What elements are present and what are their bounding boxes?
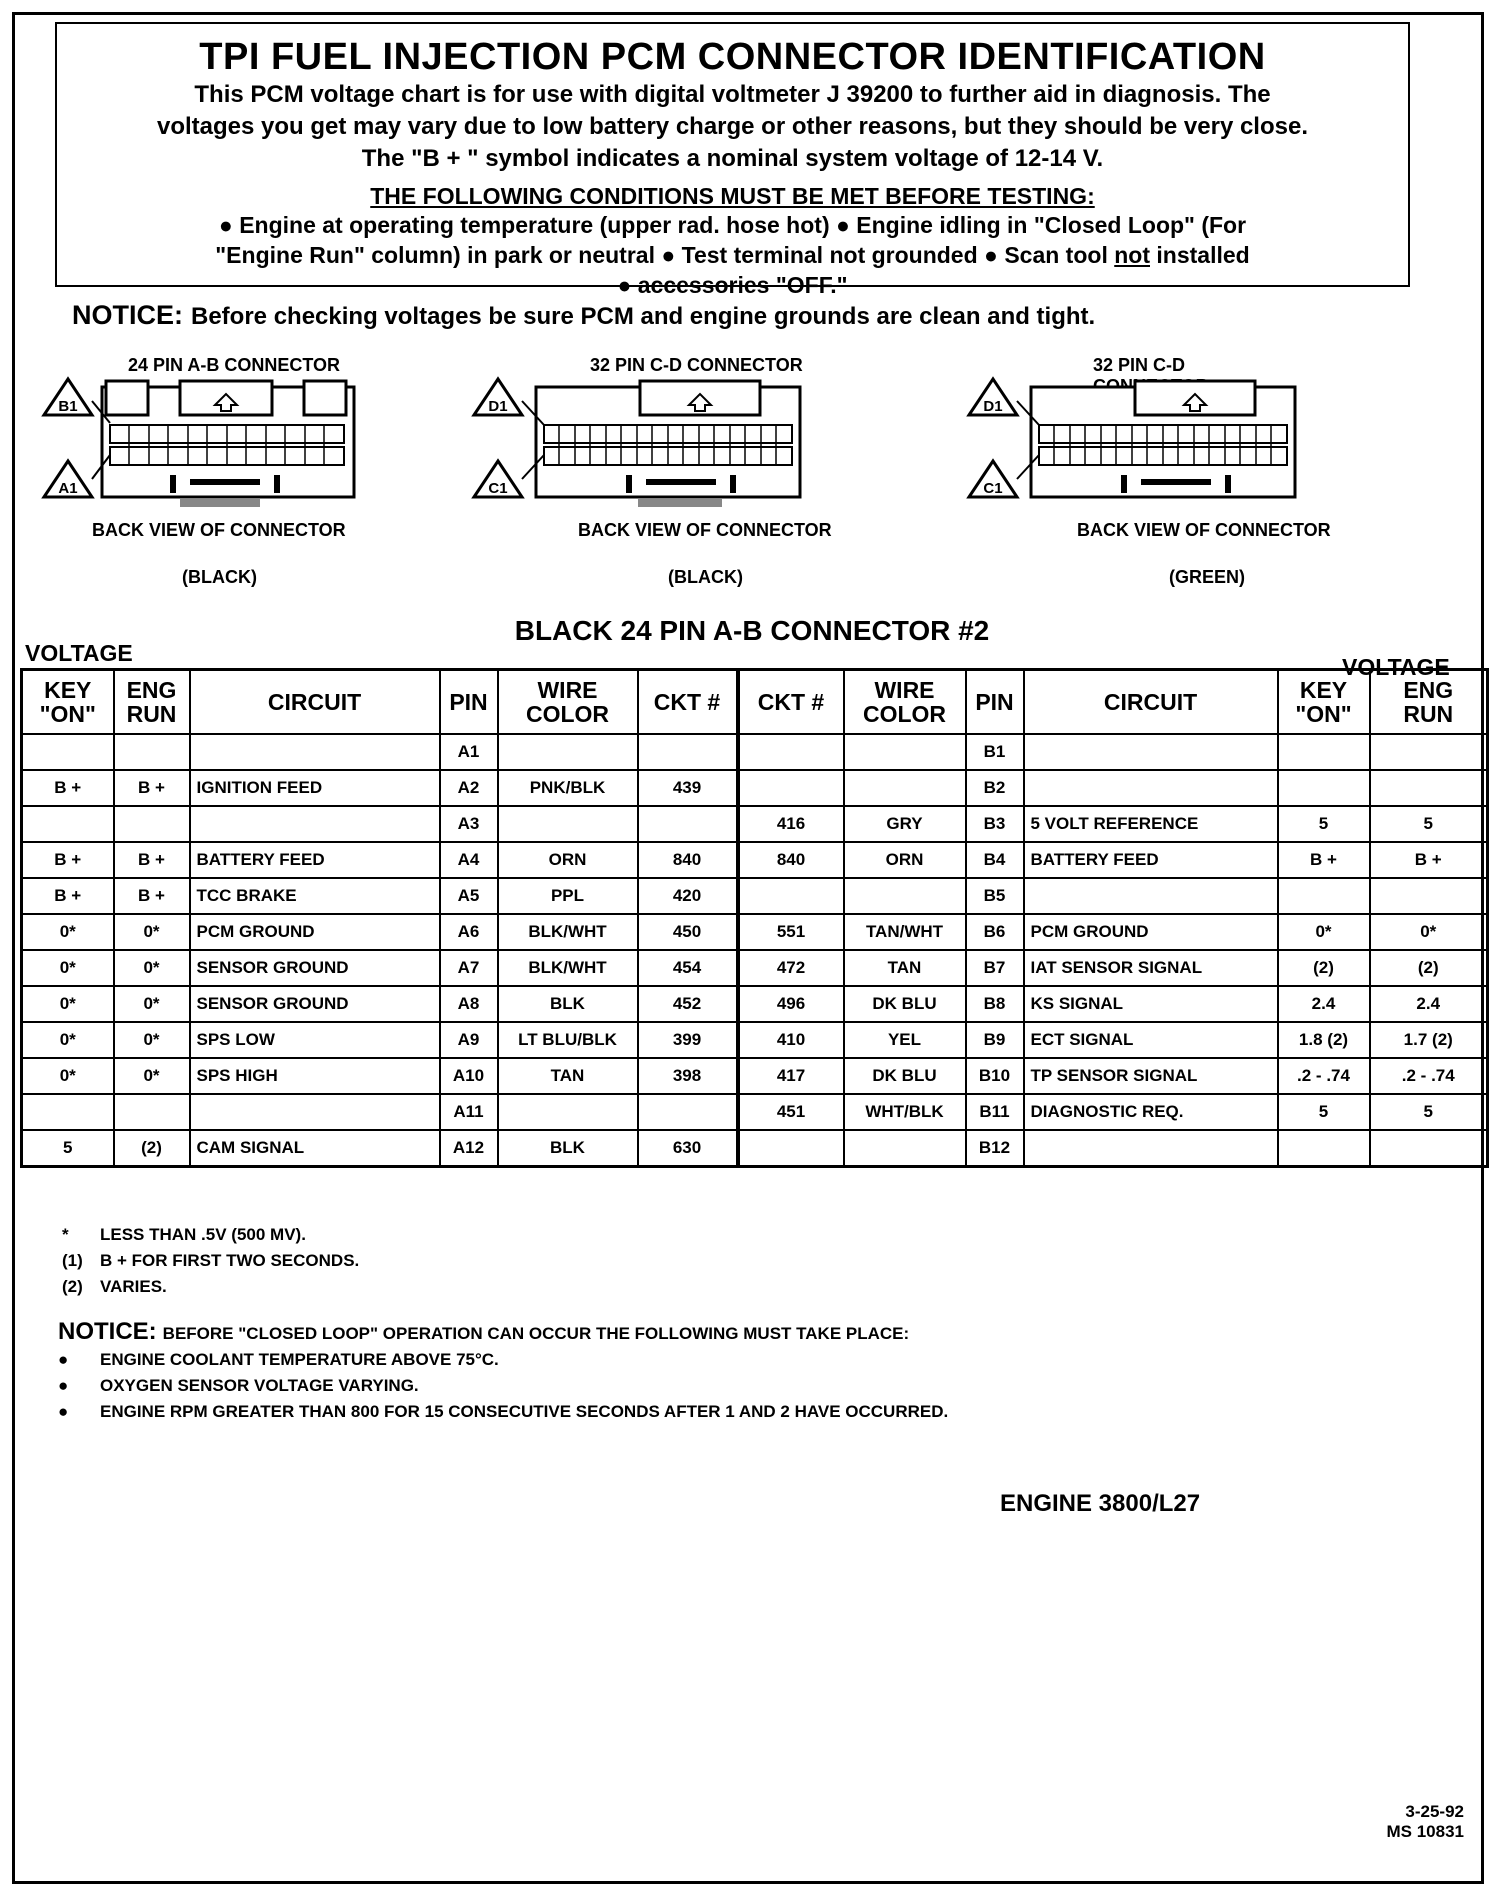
cell-b-ckt: [738, 734, 844, 770]
cell-a-ckt: 399: [638, 1022, 738, 1058]
notice-bottom: [58, 1318, 909, 1346]
cell-a-circuit: SENSOR GROUND: [190, 950, 440, 986]
document-id: [1387, 1802, 1465, 1842]
cell-b-pin: B3: [966, 806, 1024, 842]
table-row: [22, 806, 1488, 842]
notice-label: NOTICE:: [72, 300, 183, 330]
cell-b-key: (2): [1278, 950, 1370, 986]
table-row: [22, 1130, 1488, 1167]
cell-a-ckt: 398: [638, 1058, 738, 1094]
table-row: [22, 842, 1488, 878]
cell-a-ckt: [638, 806, 738, 842]
cell-b-eng: [1370, 770, 1488, 806]
cell-b-eng: 0*: [1370, 914, 1488, 950]
cell-b-circuit: [1024, 1130, 1278, 1167]
cell-a-key: B +: [22, 770, 114, 806]
cell-b-key: [1278, 1130, 1370, 1167]
voltage-label-left: VOLTAGE: [25, 640, 133, 666]
table-row: [22, 734, 1488, 770]
cell-b-key: 2.4: [1278, 986, 1370, 1022]
document-number: MS 10831: [1386, 1822, 1464, 1841]
notice-text: Before checking voltages be sure PCM and engine grounds are clean and tight.: [191, 303, 1096, 330]
cell-b-ckt: [738, 770, 844, 806]
cell-a-eng: 0*: [114, 986, 190, 1022]
table-row: [22, 878, 1488, 914]
cell-b-ckt: 496: [738, 986, 844, 1022]
cell-a-pin: A12: [440, 1130, 498, 1167]
footnotes: [62, 1225, 359, 1303]
cell-b-key: .2 - .74: [1278, 1058, 1370, 1094]
cell-a-eng: [114, 734, 190, 770]
cell-b-wire: TAN: [844, 950, 966, 986]
cell-a-eng: B +: [114, 770, 190, 806]
cell-a-wire: LT BLU/BLK: [498, 1022, 638, 1058]
bullet-icon: ●: [58, 1402, 69, 1421]
cell-a-key: 0*: [22, 986, 114, 1022]
header-wire-color: WIRE COLOR: [844, 670, 966, 735]
cell-a-key: 0*: [22, 1058, 114, 1094]
cell-b-key: B +: [1278, 842, 1370, 878]
connector-drawing: [470, 375, 810, 535]
cell-b-ckt: [738, 878, 844, 914]
cell-a-circuit: SENSOR GROUND: [190, 986, 440, 1022]
cell-a-ckt: 420: [638, 878, 738, 914]
cell-a-key: 0*: [22, 1022, 114, 1058]
cell-b-ckt: 840: [738, 842, 844, 878]
cell-b-eng: 5: [1370, 806, 1488, 842]
cell-b-key: [1278, 734, 1370, 770]
cell-a-key: [22, 734, 114, 770]
cell-b-wire: [844, 734, 966, 770]
cell-b-pin: B9: [966, 1022, 1024, 1058]
cell-a-key: 5: [22, 1130, 114, 1167]
cell-a-key: [22, 1094, 114, 1130]
engine-label: ENGINE 3800/L27: [1000, 1490, 1201, 1517]
table-row: [22, 950, 1488, 986]
cell-b-circuit: DIAGNOSTIC REQ.: [1024, 1094, 1278, 1130]
cell-b-circuit: TP SENSOR SIGNAL: [1024, 1058, 1278, 1094]
connector-title: 32 PIN C-D: [1093, 355, 1186, 375]
cell-b-eng: [1370, 734, 1488, 770]
pin-label-top: B1: [58, 398, 78, 415]
cell-b-pin: B6: [966, 914, 1024, 950]
notice-top: [72, 300, 1095, 331]
cell-b-wire: [844, 770, 966, 806]
cell-a-key: [22, 806, 114, 842]
cell-b-eng: 5: [1370, 1094, 1488, 1130]
header-eng-run: ENG RUN: [114, 670, 190, 735]
cell-b-eng: 2.4: [1370, 986, 1488, 1022]
cell-a-wire: BLK: [498, 1130, 638, 1167]
closed-loop-requirements: [58, 1350, 948, 1428]
cell-a-circuit: BATTERY FEED: [190, 842, 440, 878]
cell-a-pin: A2: [440, 770, 498, 806]
cell-a-eng: 0*: [114, 1022, 190, 1058]
cell-a-wire: [498, 806, 638, 842]
cell-b-wire: [844, 878, 966, 914]
cell-a-circuit: CAM SIGNAL: [190, 1130, 440, 1167]
cell-b-circuit: IAT SENSOR SIGNAL: [1024, 950, 1278, 986]
cell-a-eng: [114, 1094, 190, 1130]
cell-b-ckt: 451: [738, 1094, 844, 1130]
table-row: [22, 1022, 1488, 1058]
header-circuit: CIRCUIT: [1024, 670, 1278, 735]
connector-drawing: [40, 375, 380, 535]
cell-b-pin: B8: [966, 986, 1024, 1022]
cell-b-pin: B12: [966, 1130, 1024, 1167]
notice-text: BEFORE "CLOSED LOOP" OPERATION CAN OCCUR THE FOLLOWING MUST TAKE PLACE:: [162, 1324, 910, 1343]
cell-b-circuit: BATTERY FEED: [1024, 842, 1278, 878]
cell-b-wire: TAN/WHT: [844, 914, 966, 950]
cell-b-eng: (2): [1370, 950, 1488, 986]
cell-a-key: B +: [22, 842, 114, 878]
cell-b-ckt: 416: [738, 806, 844, 842]
cell-a-key: 0*: [22, 914, 114, 950]
table-row: [22, 770, 1488, 806]
connector-diagram-32pin-black: [470, 355, 832, 587]
table-row: [22, 1058, 1488, 1094]
intro-line-2: voltages you get may vary due to low battery charge or other reasons, but they should be very close.: [157, 113, 1308, 140]
cell-a-ckt: [638, 734, 738, 770]
cell-a-wire: BLK: [498, 986, 638, 1022]
cell-b-pin: B4: [966, 842, 1024, 878]
cell-b-pin: B11: [966, 1094, 1024, 1130]
cell-a-eng: 0*: [114, 1058, 190, 1094]
intro-line-1: This PCM voltage chart is for use with digital voltmeter J 39200 to further aid in diagnosis. The: [194, 81, 1271, 108]
cell-a-circuit: [190, 1094, 440, 1130]
connector-view-label: BACK VIEW OF CONNECTOR: [578, 520, 832, 540]
cell-b-wire: GRY: [844, 806, 966, 842]
connector-view-label: BACK VIEW OF CONNECTOR: [92, 520, 346, 540]
cell-a-eng: [114, 806, 190, 842]
page-title: TPI FUEL INJECTION PCM CONNECTOR IDENTIFICATION: [199, 36, 1266, 78]
header-ckt: CKT #: [638, 670, 738, 735]
cell-b-wire: WHT/BLK: [844, 1094, 966, 1130]
cell-a-wire: PNK/BLK: [498, 770, 638, 806]
header-pin: PIN: [966, 670, 1024, 735]
header-ckt: CKT #: [738, 670, 844, 735]
cell-b-wire: YEL: [844, 1022, 966, 1058]
cell-b-pin: B10: [966, 1058, 1024, 1094]
pin-table-body: [22, 734, 1488, 1167]
cell-a-eng: B +: [114, 878, 190, 914]
footnote: (2) VARIES.: [62, 1277, 167, 1296]
table-row: [22, 914, 1488, 950]
cell-b-key: [1278, 878, 1370, 914]
cell-a-wire: PPL: [498, 878, 638, 914]
cell-b-circuit: PCM GROUND: [1024, 914, 1278, 950]
condition-text-end: installed: [1150, 242, 1250, 268]
cell-b-circuit: 5 VOLT REFERENCE: [1024, 806, 1278, 842]
cell-b-key: 1.8 (2): [1278, 1022, 1370, 1058]
cell-a-wire: ORN: [498, 842, 638, 878]
cell-a-circuit: [190, 734, 440, 770]
condition-line-2: [57, 240, 1408, 270]
cell-b-circuit: [1024, 734, 1278, 770]
cell-a-ckt: [638, 1094, 738, 1130]
cell-b-circuit: KS SIGNAL: [1024, 986, 1278, 1022]
header-eng-run: ENG RUN: [1370, 670, 1488, 735]
header-wire-color: WIRE COLOR: [498, 670, 638, 735]
cell-b-ckt: 472: [738, 950, 844, 986]
pin-table: [20, 668, 1489, 1168]
table-header-row: [22, 670, 1488, 735]
cell-a-pin: A3: [440, 806, 498, 842]
cell-b-eng: 1.7 (2): [1370, 1022, 1488, 1058]
condition-not: not: [1114, 242, 1150, 268]
pin-label-top: D1: [488, 398, 508, 415]
cell-a-wire: BLK/WHT: [498, 950, 638, 986]
table-row: [22, 1094, 1488, 1130]
cell-b-pin: B7: [966, 950, 1024, 986]
condition-text: "Engine Run" column) in park or neutral ● Test terminal not grounded ● Scan tool: [215, 242, 1115, 268]
table-title: BLACK 24 PIN A-B CONNECTOR #2: [514, 615, 990, 646]
cell-b-pin: B1: [966, 734, 1024, 770]
cell-b-pin: B5: [966, 878, 1024, 914]
list-item: ● ENGINE RPM GREATER THAN 800 FOR 15 CONSECUTIVE SECONDS AFTER 1 AND 2 HAVE OCCURRED.: [58, 1402, 949, 1421]
cell-b-eng: B +: [1370, 842, 1488, 878]
connector-title: 24 PIN A-B CONNECTOR: [128, 355, 341, 375]
cell-a-ckt: 450: [638, 914, 738, 950]
connector-view-label: BACK VIEW OF CONNECTOR: [1077, 520, 1331, 540]
cell-a-wire: TAN: [498, 1058, 638, 1094]
connector-drawing: [965, 375, 1305, 535]
pin-label-bottom: C1: [983, 480, 1003, 497]
cell-b-key: [1278, 770, 1370, 806]
cell-b-eng: [1370, 1130, 1488, 1167]
cell-b-ckt: 410: [738, 1022, 844, 1058]
cell-b-ckt: 417: [738, 1058, 844, 1094]
notice-label: NOTICE:: [58, 1318, 157, 1345]
cell-a-circuit: PCM GROUND: [190, 914, 440, 950]
cell-b-eng: .2 - .74: [1370, 1058, 1488, 1094]
cell-a-eng: 0*: [114, 914, 190, 950]
cell-b-wire: ORN: [844, 842, 966, 878]
cell-b-circuit: [1024, 770, 1278, 806]
condition-line-3: ● accessories "OFF.": [617, 272, 848, 298]
cell-b-circuit: [1024, 878, 1278, 914]
cell-a-ckt: 452: [638, 986, 738, 1022]
cell-a-ckt: 454: [638, 950, 738, 986]
cell-a-ckt: 630: [638, 1130, 738, 1167]
cell-a-pin: A1: [440, 734, 498, 770]
connector-color-label: (GREEN): [1169, 567, 1245, 587]
cell-a-circuit: SPS LOW: [190, 1022, 440, 1058]
pin-label-bottom: A1: [58, 480, 78, 497]
cell-b-key: 5: [1278, 1094, 1370, 1130]
cell-a-pin: A9: [440, 1022, 498, 1058]
cell-a-key: B +: [22, 878, 114, 914]
cell-a-pin: A8: [440, 986, 498, 1022]
cell-b-key: 5: [1278, 806, 1370, 842]
cell-a-circuit: TCC BRAKE: [190, 878, 440, 914]
cell-b-wire: DK BLU: [844, 986, 966, 1022]
cell-a-eng: (2): [114, 1130, 190, 1167]
cell-b-wire: [844, 1130, 966, 1167]
cell-a-pin: A11: [440, 1094, 498, 1130]
list-item: ● OXYGEN SENSOR VOLTAGE VARYING.: [58, 1376, 419, 1395]
cell-b-wire: DK BLU: [844, 1058, 966, 1094]
cell-a-pin: A10: [440, 1058, 498, 1094]
cell-b-ckt: [738, 1130, 844, 1167]
list-item: ● ENGINE COOLANT TEMPERATURE ABOVE 75°C.: [58, 1350, 499, 1369]
cell-b-eng: [1370, 878, 1488, 914]
cell-a-pin: A6: [440, 914, 498, 950]
bullet-icon: ●: [58, 1376, 69, 1395]
cell-a-pin: A7: [440, 950, 498, 986]
cell-a-eng: 0*: [114, 950, 190, 986]
cell-a-wire: [498, 734, 638, 770]
cell-b-circuit: ECT SIGNAL: [1024, 1022, 1278, 1058]
conditions-title: THE FOLLOWING CONDITIONS MUST BE MET BEFORE TESTING:: [370, 183, 1095, 209]
connector-color-label: (BLACK): [668, 567, 743, 587]
intro-line-3: The "B + " symbol indicates a nominal system voltage of 12-14 V.: [361, 145, 1104, 172]
cell-a-circuit: SPS HIGH: [190, 1058, 440, 1094]
footnote: (1) B + FOR FIRST TWO SECONDS.: [62, 1251, 360, 1270]
connector-diagram-32pin-green: [965, 355, 1331, 587]
cell-a-eng: B +: [114, 842, 190, 878]
cell-a-ckt: 840: [638, 842, 738, 878]
pin-label-bottom: C1: [488, 480, 508, 497]
connector-title: 32 PIN C-D CONNECTOR: [590, 355, 803, 375]
cell-b-key: 0*: [1278, 914, 1370, 950]
voltage-label-right: VOLTAGE: [1342, 654, 1450, 680]
cell-a-circuit: [190, 806, 440, 842]
bullet-icon: ●: [58, 1350, 69, 1369]
document-date: 3-25-92: [1405, 1802, 1464, 1821]
connector-color-label: (BLACK): [182, 567, 257, 587]
cell-a-pin: A4: [440, 842, 498, 878]
footnote: * LESS THAN .5V (500 MV).: [62, 1225, 306, 1244]
condition-line-1: ● Engine at operating temperature (upper rad. hose hot) ● Engine idling in "Closed Loop" (For: [218, 212, 1247, 238]
header-key-on: KEY "ON": [1278, 670, 1370, 735]
connector-diagram-24pin: [40, 355, 380, 585]
header-pin: PIN: [440, 670, 498, 735]
header-key-on: KEY "ON": [22, 670, 114, 735]
header-circuit: CIRCUIT: [190, 670, 440, 735]
cell-a-wire: [498, 1094, 638, 1130]
cell-a-key: 0*: [22, 950, 114, 986]
cell-a-circuit: IGNITION FEED: [190, 770, 440, 806]
cell-b-ckt: 551: [738, 914, 844, 950]
cell-b-pin: B2: [966, 770, 1024, 806]
table-row: [22, 986, 1488, 1022]
header-box: [55, 22, 1410, 298]
cell-a-ckt: 439: [638, 770, 738, 806]
cell-a-pin: A5: [440, 878, 498, 914]
pin-label-top: D1: [983, 398, 1003, 415]
cell-a-wire: BLK/WHT: [498, 914, 638, 950]
